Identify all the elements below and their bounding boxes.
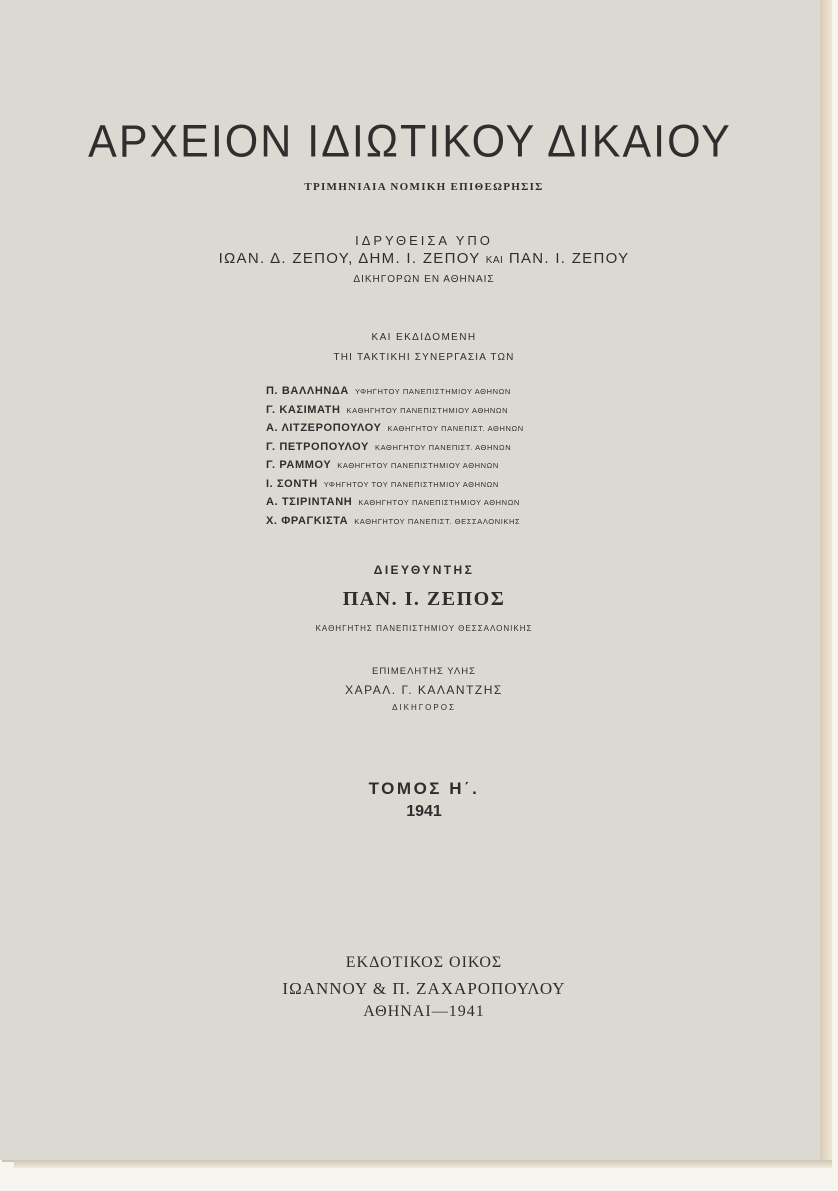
collaborator-role: ΚΑΘΗΓΗΤΟΥ ΠΑΝΕΠΙΣΤ. ΑΘΗΝΩΝ <box>387 424 524 433</box>
collaborator-role: ΚΑΘΗΓΗΤΟΥ ΠΑΝΕΠΙΣΤΗΜΙΟΥ ΑΘΗΝΩΝ <box>358 498 520 507</box>
founded-label: ΙΔΡΥΘΕΙΣΑ ΥΠΟ <box>355 233 493 248</box>
collaborators-list <box>266 385 566 533</box>
collaboration-label: ΤΗΙ ΤΑΚΤΙΚΗΙ ΣΥΝΕΡΓΑΣΙΑ ΤΩΝ <box>333 352 515 363</box>
collaborator-role: ΚΑΘΗΓΗΤΟΥ ΠΑΝΕΠΙΣΤ. ΑΘΗΝΩΝ <box>374 442 512 452</box>
founders-line <box>14 250 834 267</box>
collaborator-row <box>266 496 566 515</box>
publisher-label: ΕΚΔΟΤΙΚΟΣ ΟΙΚΟΣ <box>345 954 503 971</box>
founders-part1: ΙΩΑΝ. Δ. ΖΕΠΟΥ, ΔΗΜ. Ι. ΖΕΠΟΥ <box>218 250 481 267</box>
collaborator-role: ΚΑΘΗΓΗΤΟΥ ΠΑΝΕΠΙΣΤΗΜΙΟΥ ΑΘΗΝΩΝ <box>337 461 499 470</box>
volume-year: 1941 <box>406 803 442 820</box>
founders-and: ΚΑΙ <box>485 255 504 266</box>
journal-title: ΑΡΧΕΙΟΝ ΙΔΙΩΤΙΚΟΥ ΔΙΚΑΙΟΥ <box>88 116 732 168</box>
collaborator-role: ΚΑΘΗΓΗΤΟΥ ΠΑΝΕΠΙΣΤ. ΘΕΣΣΑΛΟΝΙΚΗΣ <box>354 516 521 526</box>
collaborator-name: Α. ΤΣΙΡΙΝΤΑΝΗ <box>266 496 353 508</box>
page-edge-bottom <box>14 1160 832 1168</box>
collaborator-name: Γ. ΠΕΤΡΟΠΟΥΛΟΥ <box>266 440 369 453</box>
publisher-place: ΑΘΗΝΑΙ—1941 <box>363 1003 485 1020</box>
director-role: ΚΑΘΗΓΗΤΗΣ ΠΑΝΕΠΙΣΤΗΜΙΟΥ ΘΕΣΣΑΛΟΝΙΚΗΣ <box>315 624 533 633</box>
founders-part2: ΠΑΝ. Ι. ΖΕΠΟΥ <box>508 250 630 267</box>
collaborator-name: Γ. ΚΑΣΙΜΑΤΗ <box>266 403 341 416</box>
editor-role: ΔΙΚΗΓΟΡΟΣ <box>392 703 456 712</box>
volume-number: ΤΟΜΟΣ Η΄. <box>368 779 480 798</box>
collaborator-name: Α. ΛΙΤΖΕΡΟΠΟΥΛΟΥ <box>266 422 382 434</box>
collaborator-role: ΚΑΘΗΓΗΤΟΥ ΠΑΝΕΠΙΣΤΗΜΙΟΥ ΑΘΗΝΩΝ <box>346 405 509 415</box>
collaborator-row <box>266 478 566 497</box>
collaborator-row <box>266 441 566 460</box>
page-edge-right <box>820 0 832 1160</box>
publisher-name: ΙΩΑΝΝΟΥ & Π. ΖΑΧΑΡΟΠΟΥΛΟΥ <box>282 979 566 998</box>
director-label: ΔΙΕΥΘΥΝΤΗΣ <box>373 563 475 577</box>
founders-role: ΔΙΚΗΓΟΡΩΝ ΕΝ ΑΘΗΝΑΙΣ <box>353 274 495 285</box>
collaborator-row <box>266 385 566 404</box>
collaborator-row <box>266 459 566 478</box>
collaborator-role: ΥΦΗΓΗΤΟΥ ΤΟΥ ΠΑΝΕΠΙΣΤΗΜΙΟΥ ΑΘΗΝΩΝ <box>323 479 499 489</box>
director-name: ΠΑΝ. Ι. ΖΕΠΟΣ <box>342 588 506 610</box>
collaborator-name: Π. ΒΑΛΛΗΝΔΑ <box>266 385 349 397</box>
collaborator-role: ΥΦΗΓΗΤΟΥ ΠΑΝΕΠΙΣΤΗΜΙΟΥ ΑΘΗΝΩΝ <box>354 387 511 396</box>
collaborator-name: Γ. ΡΑΜΜΟΥ <box>266 459 332 471</box>
journal-subtitle: ΤΡΙΜΗΝΙΑΙΑ ΝΟΜΙΚΗ ΕΠΙΘΕΩΡΗΣΙΣ <box>304 181 544 193</box>
published-label: ΚΑΙ ΕΚΔΙΔΟΜΕΝΗ <box>371 332 477 343</box>
collaborator-row <box>266 515 566 534</box>
collaborator-name: Χ. ΦΡΑΓΚΙΣΤΑ <box>266 514 349 527</box>
collaborator-name: Ι. ΣΟΝΤΗ <box>266 477 318 490</box>
collaborator-row <box>266 404 566 423</box>
collaborator-row <box>266 422 566 441</box>
editor-name: ΧΑΡΑΛ. Γ. ΚΑΛΑΝΤΖΗΣ <box>345 683 503 697</box>
editor-label: ΕΠΙΜΕΛΗΤΗΣ ΥΛΗΣ <box>371 666 476 677</box>
